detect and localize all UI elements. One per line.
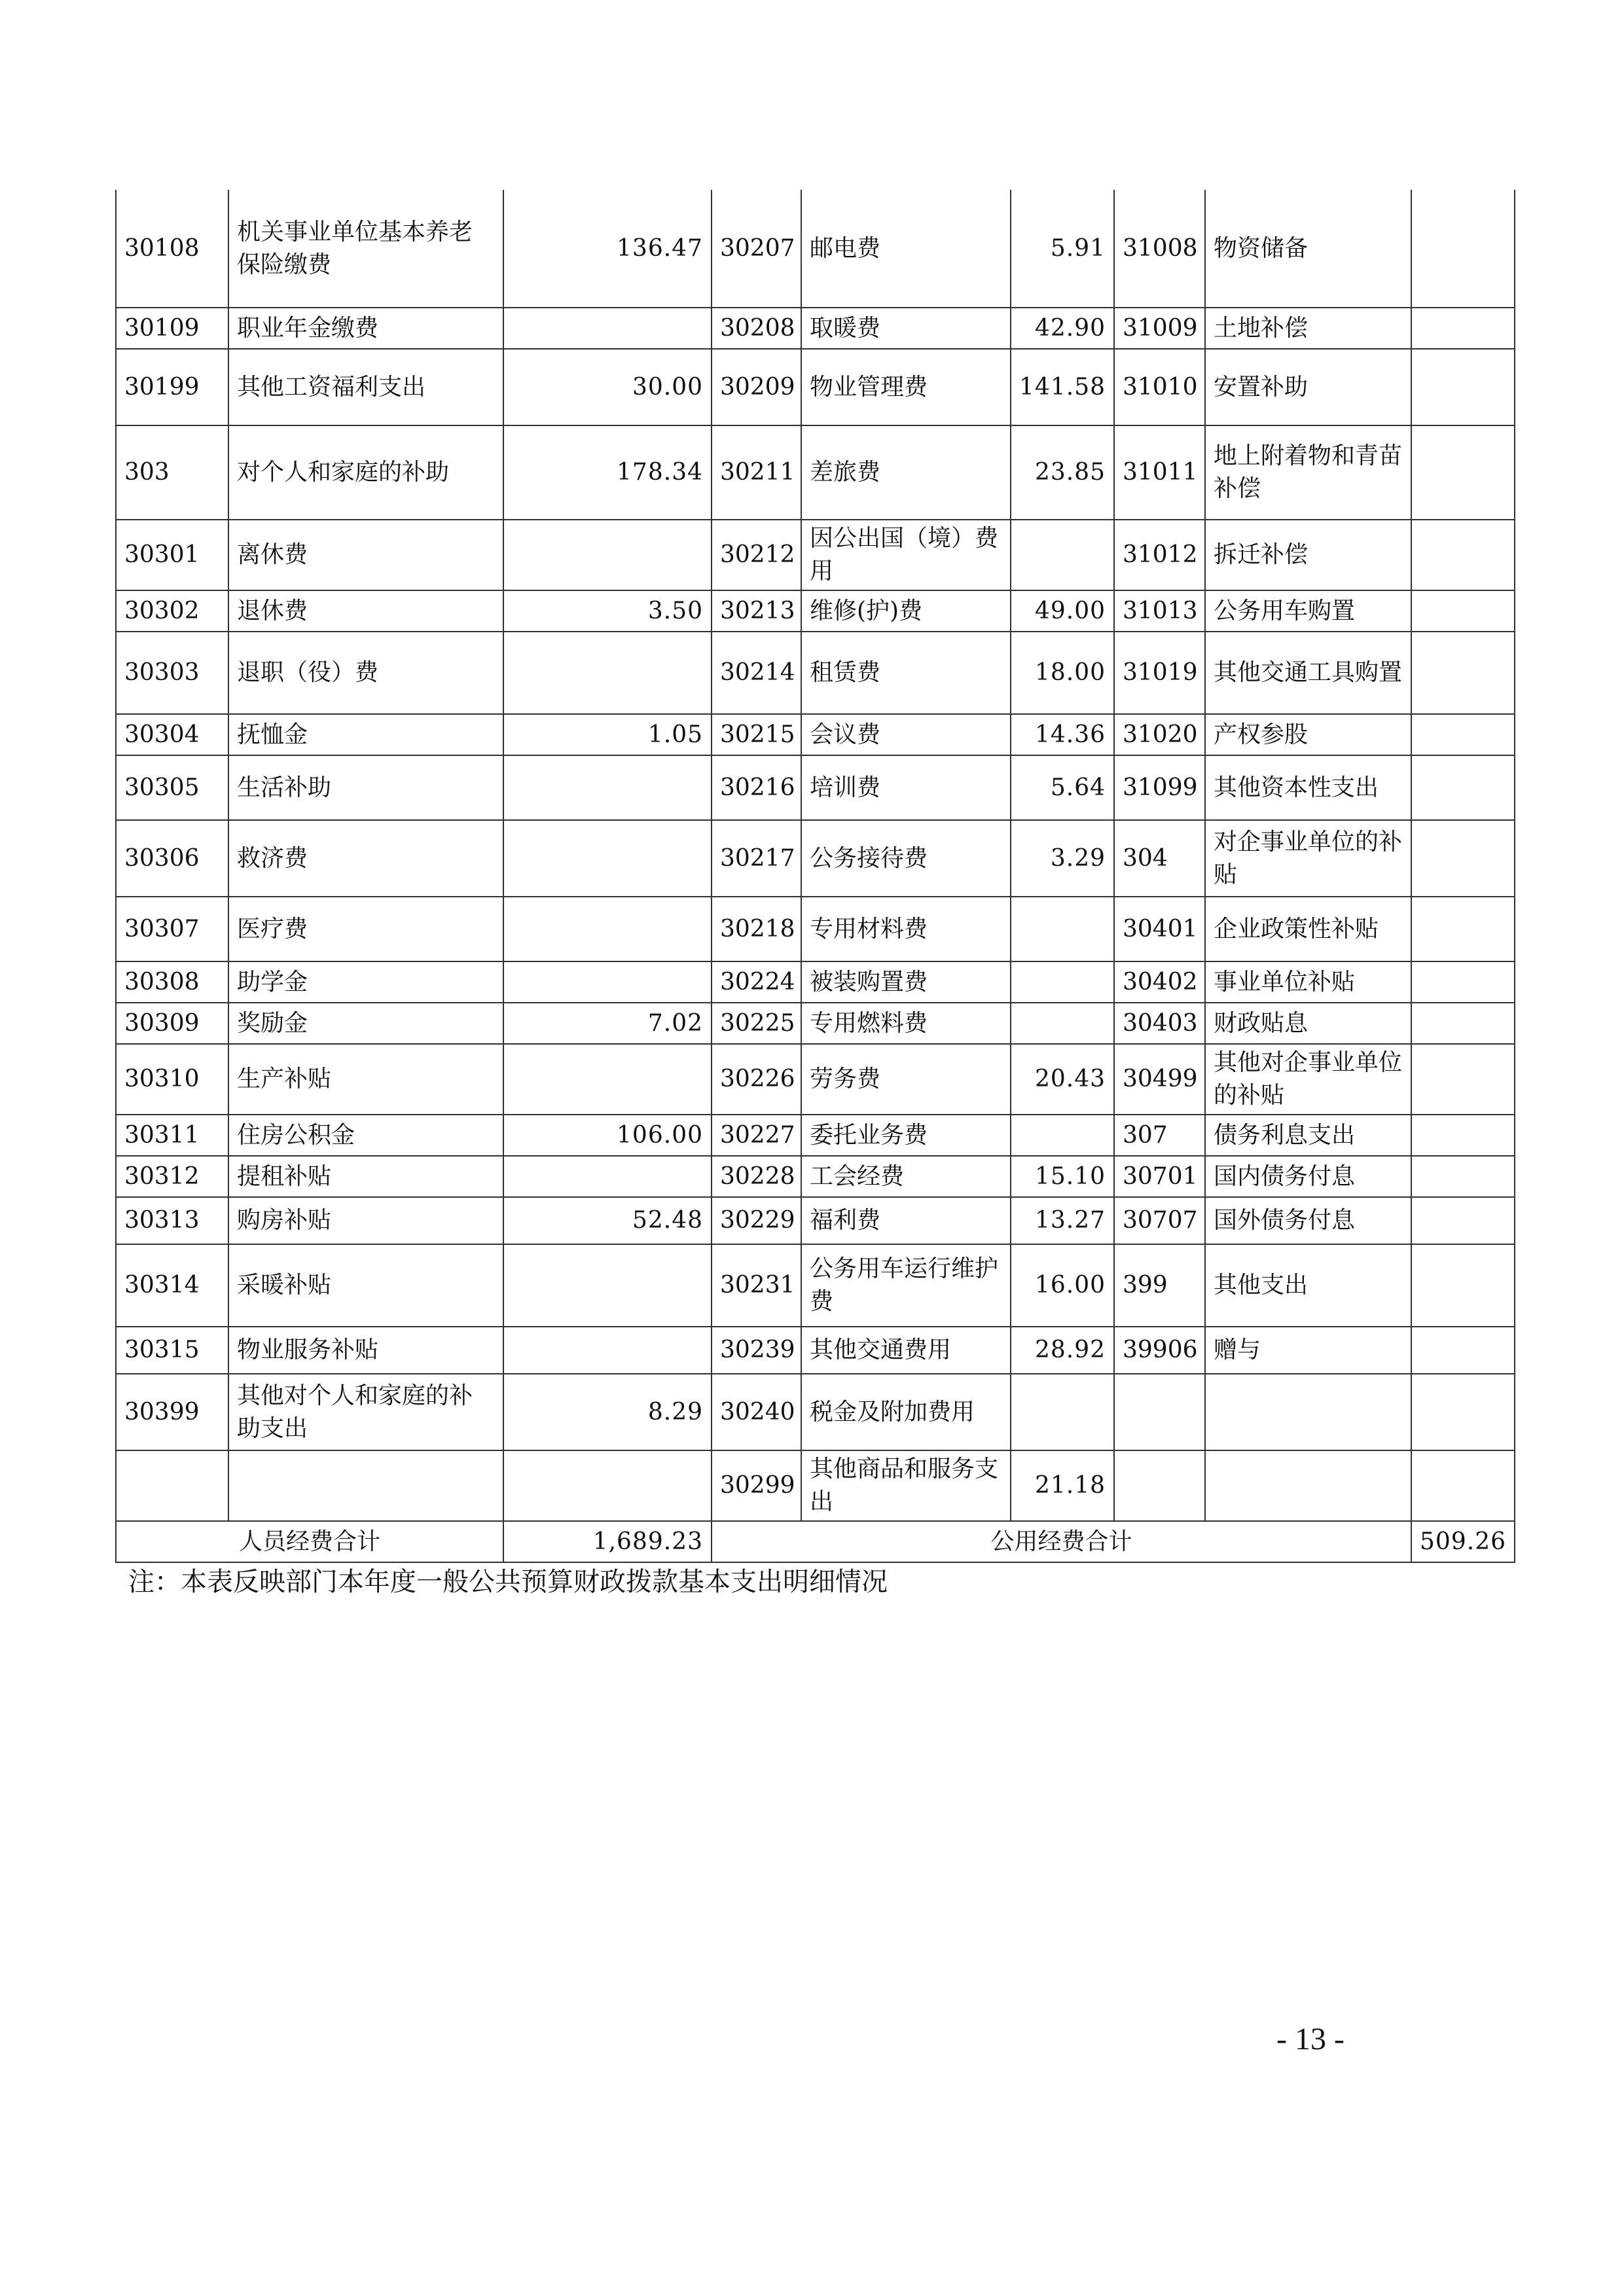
item-amount (1411, 1003, 1515, 1044)
item-code: 31013 (1114, 590, 1205, 632)
item-amount (1411, 714, 1515, 755)
item-name: 其他商品和服务支出 (801, 1450, 1011, 1521)
item-code: 30214 (712, 632, 801, 714)
item-amount: 136.47 (503, 190, 712, 308)
item-amount (1011, 961, 1114, 1003)
item-name: 职业年金缴费 (228, 308, 503, 349)
table-row (116, 308, 1515, 349)
item-code: 30212 (712, 520, 801, 590)
table-row (116, 1115, 1515, 1156)
table-note: 注：本表反映部门本年度一般公共预算财政拨款基本支出明细情况 (128, 1567, 888, 1597)
item-code: 30240 (712, 1374, 801, 1450)
item-amount: 52.48 (503, 1197, 712, 1244)
public-total-label: 公用经费合计 (712, 1521, 1411, 1562)
item-name: 采暖补贴 (228, 1244, 503, 1327)
item-amount (503, 897, 712, 961)
item-code: 307 (1114, 1115, 1205, 1156)
personnel-total-label: 人员经费合计 (116, 1521, 503, 1562)
item-code: 39906 (1114, 1327, 1205, 1374)
table-row (116, 349, 1515, 425)
item-code: 30311 (116, 1115, 228, 1156)
item-amount: 178.34 (503, 425, 712, 520)
item-name: 其他对企事业单位的补贴 (1205, 1044, 1411, 1115)
item-amount: 30.00 (503, 349, 712, 425)
item-amount (1411, 425, 1515, 520)
item-name (1205, 1374, 1411, 1450)
item-name: 会议费 (801, 714, 1011, 755)
item-code (116, 1450, 228, 1521)
item-amount (1411, 1374, 1515, 1450)
item-code: 30215 (712, 714, 801, 755)
item-name: 奖励金 (228, 1003, 503, 1044)
item-code: 30216 (712, 755, 801, 820)
item-code: 30304 (116, 714, 228, 755)
item-code: 30499 (1114, 1044, 1205, 1115)
item-code: 30305 (116, 755, 228, 820)
item-code: 31099 (1114, 755, 1205, 820)
item-name: 取暖费 (801, 308, 1011, 349)
item-amount: 21.18 (1011, 1450, 1114, 1521)
item-amount: 23.85 (1011, 425, 1114, 520)
item-code: 30301 (116, 520, 228, 590)
item-amount: 14.36 (1011, 714, 1114, 755)
item-amount: 13.27 (1011, 1197, 1114, 1244)
item-amount (1411, 632, 1515, 714)
item-amount: 5.91 (1011, 190, 1114, 308)
item-name: 福利费 (801, 1197, 1011, 1244)
item-name: 土地补偿 (1205, 308, 1411, 349)
item-name: 生产补贴 (228, 1044, 503, 1115)
table-row (116, 425, 1515, 520)
item-code: 30109 (116, 308, 228, 349)
item-code: 30401 (1114, 897, 1205, 961)
item-code: 30299 (712, 1450, 801, 1521)
item-amount (503, 1244, 712, 1327)
item-name: 拆迁补偿 (1205, 520, 1411, 590)
item-amount (503, 1044, 712, 1115)
item-name: 购房补贴 (228, 1197, 503, 1244)
item-name: 产权参股 (1205, 714, 1411, 755)
item-name: 委托业务费 (801, 1115, 1011, 1156)
item-amount (503, 1450, 712, 1521)
item-name: 因公出国（境）费用 (801, 520, 1011, 590)
item-amount: 8.29 (503, 1374, 712, 1450)
item-amount: 42.90 (1011, 308, 1114, 349)
item-code (1114, 1450, 1205, 1521)
item-name: 其他工资福利支出 (228, 349, 503, 425)
item-amount (1411, 590, 1515, 632)
item-name: 机关事业单位基本养老保险缴费 (228, 190, 503, 308)
item-code: 304 (1114, 820, 1205, 897)
item-name (1205, 1450, 1411, 1521)
table-row (116, 520, 1515, 590)
table-row (116, 1374, 1515, 1450)
item-code: 31009 (1114, 308, 1205, 349)
item-name: 医疗费 (228, 897, 503, 961)
table-row (116, 190, 1515, 308)
item-code: 30207 (712, 190, 801, 308)
item-code: 31012 (1114, 520, 1205, 590)
item-name: 税金及附加费用 (801, 1374, 1011, 1450)
item-code: 30231 (712, 1244, 801, 1327)
table-row (116, 961, 1515, 1003)
item-name: 财政贴息 (1205, 1003, 1411, 1044)
item-code: 30308 (116, 961, 228, 1003)
item-amount: 15.10 (1011, 1156, 1114, 1197)
item-name: 物业管理费 (801, 349, 1011, 425)
item-name: 助学金 (228, 961, 503, 1003)
item-code: 30225 (712, 1003, 801, 1044)
item-amount: 20.43 (1011, 1044, 1114, 1115)
item-amount: 7.02 (503, 1003, 712, 1044)
item-code: 30312 (116, 1156, 228, 1197)
public-total-value: 509.26 (1411, 1521, 1515, 1562)
item-amount (1011, 897, 1114, 961)
totals-row (116, 1521, 1515, 1562)
table-row (116, 1327, 1515, 1374)
item-amount (1011, 1003, 1114, 1044)
item-amount (1411, 349, 1515, 425)
item-name: 租赁费 (801, 632, 1011, 714)
item-name: 物业服务补贴 (228, 1327, 503, 1374)
table-row (116, 1156, 1515, 1197)
item-code: 399 (1114, 1244, 1205, 1327)
item-amount (1011, 520, 1114, 590)
item-name: 其他资本性支出 (1205, 755, 1411, 820)
item-code (1114, 1374, 1205, 1450)
item-amount (1411, 520, 1515, 590)
item-name: 其他交通费用 (801, 1327, 1011, 1374)
item-code: 30229 (712, 1197, 801, 1244)
item-amount (503, 1156, 712, 1197)
item-name: 退职（役）费 (228, 632, 503, 714)
table-row (116, 820, 1515, 897)
item-name: 其他支出 (1205, 1244, 1411, 1327)
item-code: 30199 (116, 349, 228, 425)
table-row (116, 1003, 1515, 1044)
item-amount: 3.29 (1011, 820, 1114, 897)
item-name: 企业政策性补贴 (1205, 897, 1411, 961)
item-name: 邮电费 (801, 190, 1011, 308)
item-name: 其他对个人和家庭的补助支出 (228, 1374, 503, 1450)
item-amount (503, 755, 712, 820)
item-name: 工会经费 (801, 1156, 1011, 1197)
item-code: 303 (116, 425, 228, 520)
item-code: 30239 (712, 1327, 801, 1374)
item-amount: 28.92 (1011, 1327, 1114, 1374)
item-amount (1411, 1044, 1515, 1115)
item-code: 30217 (712, 820, 801, 897)
item-amount (503, 820, 712, 897)
item-amount (1411, 1115, 1515, 1156)
table-row (116, 1044, 1515, 1115)
table-row (116, 590, 1515, 632)
item-code: 30226 (712, 1044, 801, 1115)
item-name: 被装购置费 (801, 961, 1011, 1003)
item-amount (1411, 897, 1515, 961)
item-name: 差旅费 (801, 425, 1011, 520)
item-code: 31008 (1114, 190, 1205, 308)
table-row (116, 1450, 1515, 1521)
item-name: 培训费 (801, 755, 1011, 820)
item-name: 提租补贴 (228, 1156, 503, 1197)
item-code: 30209 (712, 349, 801, 425)
item-amount (503, 961, 712, 1003)
item-name: 国内债务付息 (1205, 1156, 1411, 1197)
item-amount (1011, 1374, 1114, 1450)
item-name: 其他交通工具购置 (1205, 632, 1411, 714)
item-code: 30402 (1114, 961, 1205, 1003)
item-amount (1411, 190, 1515, 308)
table-row (116, 1197, 1515, 1244)
item-name: 赠与 (1205, 1327, 1411, 1374)
item-code: 30314 (116, 1244, 228, 1327)
item-code: 31010 (1114, 349, 1205, 425)
item-name: 公务用车运行维护费 (801, 1244, 1011, 1327)
item-name: 国外债务付息 (1205, 1197, 1411, 1244)
item-name (228, 1450, 503, 1521)
item-name: 劳务费 (801, 1044, 1011, 1115)
item-amount: 1.05 (503, 714, 712, 755)
item-code: 30208 (712, 308, 801, 349)
item-name: 抚恤金 (228, 714, 503, 755)
item-amount: 3.50 (503, 590, 712, 632)
item-code: 30108 (116, 190, 228, 308)
table-row (116, 897, 1515, 961)
item-name: 生活补助 (228, 755, 503, 820)
item-amount: 141.58 (1011, 349, 1114, 425)
item-code: 30303 (116, 632, 228, 714)
item-amount (1411, 1244, 1515, 1327)
item-amount (503, 632, 712, 714)
item-amount: 18.00 (1011, 632, 1114, 714)
item-code: 30313 (116, 1197, 228, 1244)
item-amount (503, 520, 712, 590)
item-name: 事业单位补贴 (1205, 961, 1411, 1003)
item-code: 30707 (1114, 1197, 1205, 1244)
item-name: 维修(护)费 (801, 590, 1011, 632)
item-code: 30309 (116, 1003, 228, 1044)
table-row (116, 714, 1515, 755)
item-amount (1411, 1197, 1515, 1244)
item-name: 离休费 (228, 520, 503, 590)
item-code: 30403 (1114, 1003, 1205, 1044)
item-amount (1411, 820, 1515, 897)
item-amount (1411, 1156, 1515, 1197)
item-amount: 106.00 (503, 1115, 712, 1156)
item-name: 对个人和家庭的补助 (228, 425, 503, 520)
item-code: 30213 (712, 590, 801, 632)
item-code: 30211 (712, 425, 801, 520)
table-row (116, 632, 1515, 714)
item-name: 住房公积金 (228, 1115, 503, 1156)
item-code: 30302 (116, 590, 228, 632)
item-code: 31020 (1114, 714, 1205, 755)
item-amount (1411, 1327, 1515, 1374)
item-amount (1411, 755, 1515, 820)
item-name: 公务用车购置 (1205, 590, 1411, 632)
item-amount: 49.00 (1011, 590, 1114, 632)
item-amount: 16.00 (1011, 1244, 1114, 1327)
item-name: 安置补助 (1205, 349, 1411, 425)
table-row (116, 1244, 1515, 1327)
item-amount (1411, 308, 1515, 349)
item-code: 30701 (1114, 1156, 1205, 1197)
item-name: 公务接待费 (801, 820, 1011, 897)
item-code: 30315 (116, 1327, 228, 1374)
item-name: 债务利息支出 (1205, 1115, 1411, 1156)
item-code: 31011 (1114, 425, 1205, 520)
table-row (116, 755, 1515, 820)
item-amount (1411, 961, 1515, 1003)
item-code: 30227 (712, 1115, 801, 1156)
item-code: 30306 (116, 820, 228, 897)
item-name: 救济费 (228, 820, 503, 897)
expenditure-detail-table (115, 190, 1515, 1563)
item-name: 对企事业单位的补贴 (1205, 820, 1411, 897)
item-code: 30310 (116, 1044, 228, 1115)
item-amount (503, 1327, 712, 1374)
item-name: 专用燃料费 (801, 1003, 1011, 1044)
item-name: 专用材料费 (801, 897, 1011, 961)
item-amount: 5.64 (1011, 755, 1114, 820)
item-amount (503, 308, 712, 349)
item-name: 物资储备 (1205, 190, 1411, 308)
personnel-total-value: 1,689.23 (503, 1521, 712, 1562)
item-code: 30218 (712, 897, 801, 961)
item-name: 地上附着物和青苗补偿 (1205, 425, 1411, 520)
item-code: 30224 (712, 961, 801, 1003)
item-code: 30399 (116, 1374, 228, 1450)
item-code: 31019 (1114, 632, 1205, 714)
item-code: 30228 (712, 1156, 801, 1197)
page-number: - 13 - (1276, 2022, 1344, 2056)
item-amount (1011, 1115, 1114, 1156)
item-amount (1411, 1450, 1515, 1521)
item-code: 30307 (116, 897, 228, 961)
item-name: 退休费 (228, 590, 503, 632)
